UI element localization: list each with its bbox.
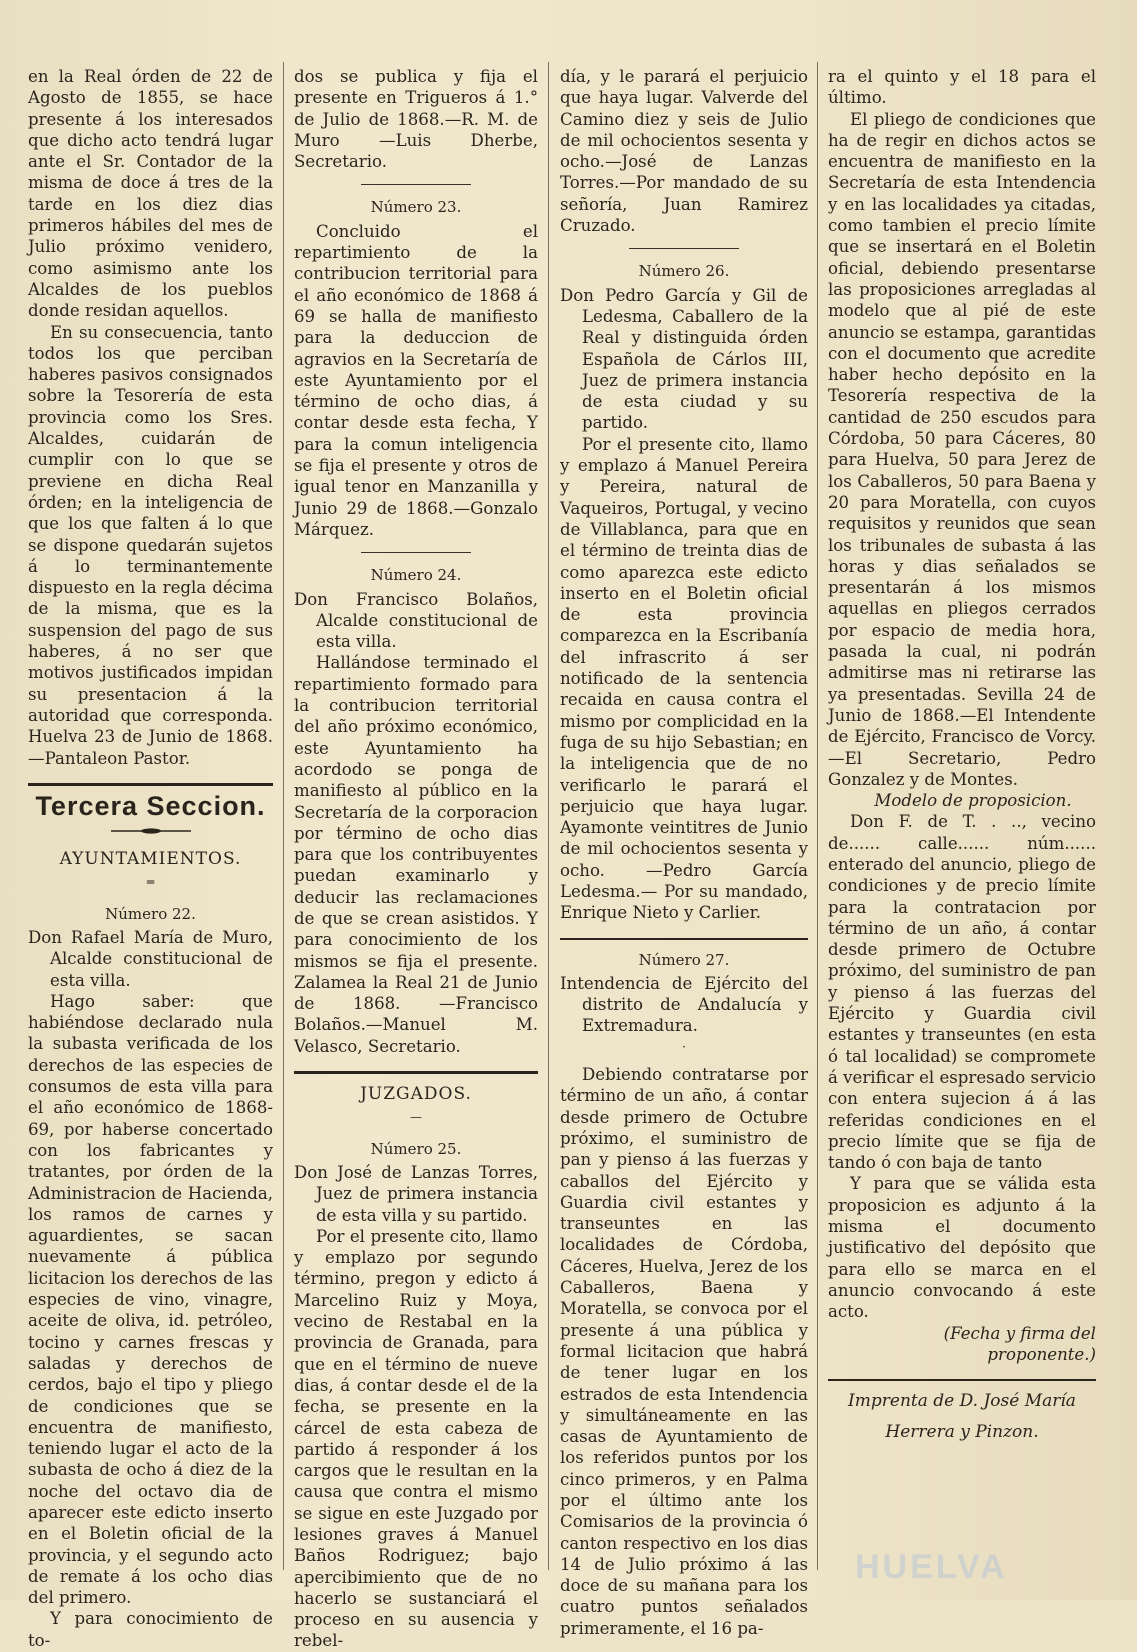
column-4 <box>828 66 1096 1580</box>
paragraph: Por el presente cito, llamo y emplazo á Manuel Pereira y Pereira, natural de Vaqueiros, Portugal, y vecino de Villablanca, para que en el término de treinta dias de como aparezca este edicto inserto en el Boletin oficial de esta provincia comparezca en la Escribanía del infrascrito á ser notificado de la sentencia recaida en causa contra el mismo por complicidad en la fuga de su hijo Sebastian; en la inteligencia que de no verificarlo le parará el perjuicio que haya lugar. Ayamonte veintitres de Junio de mil ochocientos sesenta y ocho. —Pedro García Ledesma.— Por su mandado, Enrique Nieto y Carlier. <box>560 434 808 923</box>
paragraph: Don F. de T. . .., vecino de...... calle...... núm...... enterado del anuncio, pliego de condiciones y de precio límite para la contratacion por término de un año, á contar desde primero de Octubre próximo, del suministro de pan y pienso á las fuerzas del Ejército y Guardia civil estantes y transeuntes (en esta ó tal localidad) se compromete á verificar el espresado servicio con entera sujecion á á las referidas condiciones en el precio límite que se fija de tando ó con baja de tanto <box>828 812 1097 1173</box>
heading-dash: ═ <box>146 875 155 890</box>
section-rule <box>294 1071 538 1074</box>
column-divider <box>283 62 284 1570</box>
column-3 <box>560 66 808 1638</box>
notice-number: Número 25. <box>370 1139 462 1158</box>
section-rule <box>28 783 273 786</box>
paragraph: El pliego de condiciones que ha de regir en dichos actos se encuentra de manifiesto en la Secretaría de esta Intendencia y en las localidades ya citadas, como tambien el precio límite que se insertará en el Boletin oficial, debiendo presentarse las proposiciones arregladas al modelo que al pié de este anuncio se estampa, garantidas con el documento que acredite haber hecho depósito en la Tesorería respectiva de la cantidad de 250 escudos para Córdoba, 50 para Cáceres, 80 para Huelva, 50 para Jerez de los Caballeros, 50 para Baena y 20 para Moratella, con cuyos requisitos y reunidos que sean los tribunales de subasta á las horas y dias señalados se presentarán á los mismos aquellas en pliegos cerrados por espacio de media hora, pasada la cual, ni podrán admitirse mas ni retirarse las ya presentadas. Sevilla 24 de Junio de 1868.—El Intendente de Ejército, Francisco de Vorcy.—El Secretario, Pedro Gonzalez y de Montes. <box>828 109 1096 789</box>
paragraph: día, y le parará el perjuicio que haya lugar. Valverde del Camino diez y seis de Julio de mil ochocientos sesenta y ocho.—José de Lanzas Torres.—Por mandado de su señoría, Juan Ramirez Cruzado. <box>560 67 808 236</box>
notice-issuer: Don Rafael María de Muro, Alcalde constitucional de esta villa. <box>28 927 273 990</box>
paragraph: En su consecuencia, tanto todos los que perciban haberes pasivos consignados sobre la Tesorería de esta provincia como los Sres. Alcaldes, cuidarán de cumplir con lo que se previene en dicha Real órden; en la inteligencia de que los que falten á lo que se dispone quedarán sujetos á lo terminantemente dispuesto en la regla décima de la misma, que es la suspension del pago de sus haberes, á no ser que motivos justificados impidan su presentacion á la autoridad que corresponda. Huelva 23 de Junio de 1868. —Pantaleon Pastor. <box>28 322 273 768</box>
column-1 <box>28 66 273 1650</box>
paragraph: Y para conocimiento de to- <box>28 1609 273 1650</box>
separator <box>629 248 739 249</box>
paragraph: en la Real órden de 22 de Agosto de 1855, se hace presente á los interesados que dicho acto tendrá lugar ante el Sr. Contador de la misma de doce á tres de la tarde en los diez dias primeros hábiles del mes de Julio próximo venidero, como asimismo ante los Alcaldes de los pueblos donde residan aquellos. <box>28 67 273 321</box>
ornament-icon <box>111 827 191 835</box>
paragraph: Y para que se válida esta proposicion es adjunto á la misma el documento justificativo del depósito que para ello se marca en el anuncio convocando á este acto. <box>828 1174 1096 1322</box>
column-2 <box>294 66 538 1651</box>
printer-line: Herrera y Pinzon. <box>885 1422 1039 1443</box>
column-divider <box>548 62 549 1570</box>
subsection-heading: JUZGADOS. <box>360 1084 472 1105</box>
heading-dash: · <box>682 1039 686 1054</box>
separator <box>361 184 471 185</box>
notice-number: Número 27. <box>638 950 730 969</box>
paragraph: Debiendo contratarse por término de un año, á contar desde primero de Octubre próximo, el suministro de pan y pienso á las fuerzas y caballos del Ejército y Guardia civil estantes y transeuntes en las localidades de Córdoba, Cáceres, Huelva, Jerez de los Caballeros, Baena y Moratella, se convoca por el presente á una pública y formal licitacion que habrá de tener lugar en los estrados de esta Intendencia y simultáneamente en las casas de Ayuntamiento de los referidos puntos por los cinco primeros, y en Palma por el último ante los Comisarios de la provincia ó canton respectivo en los dias 14 de Julio próximo á las doce de su mañana para los cuatro puntos señalados primeramente, el 16 pa- <box>560 1065 808 1638</box>
section-rule <box>828 1379 1096 1381</box>
notice-issuer: Intendencia de Ejército del distrito de Andalucía y Extremadura. <box>560 973 808 1036</box>
proponent-signature: (Fecha y firma del proponente.) <box>943 1323 1096 1364</box>
paragraph: dos se publica y fija el presente en Trigueros á 1.° de Julio de 1868.—R. M. de Muro —Luis Dherbe, Secretario. <box>294 67 538 172</box>
notice-number: Número 23. <box>370 198 462 217</box>
paragraph: Concluido el repartimiento de la contribucion territorial para el año económico de 1868 á 69 se halla de manifiesto para la deduccion de agravios en la Secretaría de este Ayuntamiento por el término de ocho dias, á contar desde esta fecha, Y para la comun inteligencia se fija el presente y otros de igual tenor en Manzanilla y Junio 29 de 1868.—Gonzalo Márquez. <box>294 221 538 539</box>
notice-issuer: Don José de Lanzas Torres, Juez de primera instancia de esta villa y su partido. <box>294 1162 538 1225</box>
notice-number: Número 26. <box>638 262 730 281</box>
watermark-logo: HUELVA <box>855 1548 1008 1586</box>
section-rule <box>560 938 808 940</box>
model-heading: Modelo de proposicion. <box>874 791 1072 811</box>
notice-number: Número 22. <box>105 904 196 923</box>
paragraph: Hago saber: que habiéndose declarado nula la subasta verificada de los derechos de las especies de consumos de esta villa para el año económico de 1868-69, por haberse concertado con los fabricantes y tratantes, por órden de la Administracion de Hacienda, los ramos de carnes y aguardientes, se sacan nuevamente á pública licitacion los derechos de las especies de vino, vinagre, aceite de oliva, id. petróleo, tocino y carnes frescas y saladas y derechos de cerdos, bajo el tipo y pliego de condiciones que se encuentra de manifiesto, teniendo lugar el acto de la subasta de ocho á diez de la noche del octavo dia de aparecer este edicto inserto en el Boletin oficial de la provincia, y el segundo acto de remate á los ocho dias del primero. <box>28 991 273 1608</box>
subsection-heading: AYUNTAMIENTOS. <box>59 849 242 870</box>
heading-dash: — <box>410 1110 422 1125</box>
separator <box>361 552 471 553</box>
printer-line: Imprenta de D. José María <box>848 1391 1076 1412</box>
paragraph: Hallándose terminado el repartimiento formado para la contribucion territorial del año próximo económico, este Ayuntamiento ha acordodo se ponga de manifiesto al público en la Secretaría de la corporacion por término de ocho dias para que los contribuyentes puedan examinarlo y deducir las reclamaciones de que se crean asistidos. Y para conocimiento de los mismos se fija el presente. Zalamea la Real 21 de Junio de 1868. —Francisco Bolaños.—Manuel M. Velasco, Secretario. <box>294 653 538 1056</box>
notice-number: Número 24. <box>370 566 462 585</box>
paragraph: Por el presente cito, llamo y emplazo por segundo término, pregon y edicto á Marcelino Ruiz y Moya, vecino de Restabal en la provincia de Granada, para que en el término de nueve dias, á contar desde el de la fecha, se presente en la cárcel de esta cabeza de partido á responder á los cargos que le resultan en la causa que contra el mismo se sigue en este Juzgado por lesiones graves á Manuel Baños Rodriguez; bajo apercibimiento que de no hacerlo se sustanciará el proceso en su ausencia y rebel- <box>294 1226 538 1651</box>
notice-issuer: Don Francisco Bolaños, Alcalde constitucional de esta villa. <box>294 589 538 652</box>
notice-issuer: Don Pedro García y Gil de Ledesma, Caballero de la Real y distinguida órden Española de Cárlos III, Juez de primera instancia de esta ciudad y su partido. <box>560 285 808 433</box>
paragraph: ra el quinto y el 18 para el último. <box>828 67 1096 108</box>
column-divider <box>817 62 818 1570</box>
section-title: Tercera Seccion. <box>35 790 266 821</box>
